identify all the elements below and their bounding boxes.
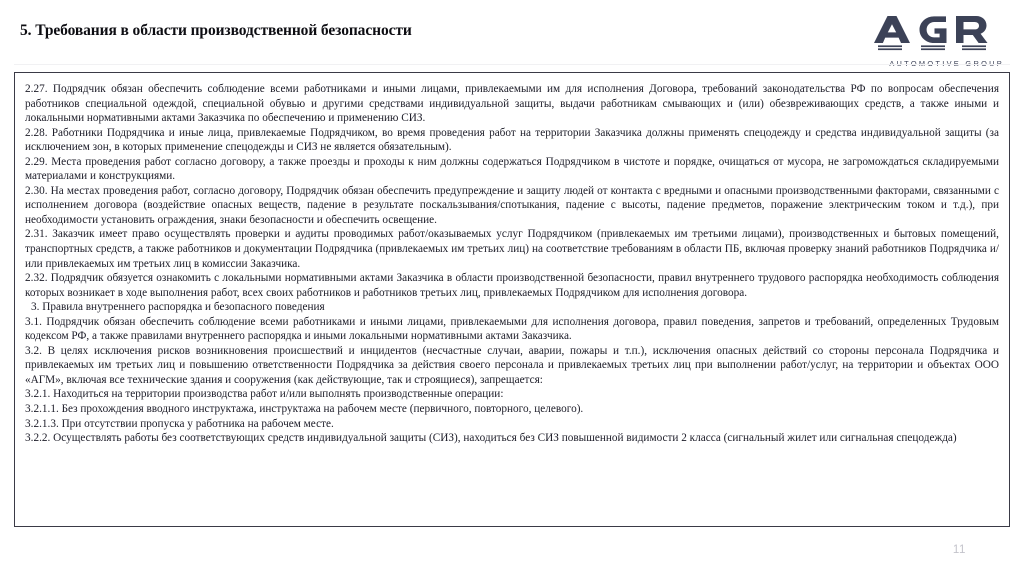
page-title: 5. Требования в области производственной безопасности (20, 22, 412, 39)
paragraph-3.2.2: 3.2.2. Осуществлять работы без соответствующих средств индивидуальной защиты (СИЗ), находиться без СИЗ повышенной видимости 2 класса (сигнальный жилет или сигнальная спецодежда) (25, 432, 957, 445)
agr-logo-mark (856, 14, 1006, 56)
paragraph-3.2.1.1: 3.2.1.1. Без прохождения вводного инструктажа, инструктажа на рабочем месте (первичного, повторного, целевого). (25, 403, 584, 416)
header-divider (14, 64, 1010, 65)
slide-header (0, 0, 1024, 66)
paragraph-3.2: 3.2. В целях исключения рисков возникновения происшествий и инцидентов (несчастные случаи, аварии, пожары и т.п.), исключения опасных действий со стороны персонала Подрядчика и привлекаемых им третьих лиц и повышению ответственности Подрядчика за действия своего персонала и привлекаемых третьих лиц при выполнении работ/услуг, на территории и объектах ООО «АГМ», включая все технические здания и сооружения (как действующие, так и строящиеся), запрещается: (25, 344, 999, 386)
paragraph-2.28: 2.28. Работники Подрядчика и иные лица, привлекаемые Подрядчиком, во время проведения работ на территории Заказчика должны применять спецодежду и средства индивидуальной защиты (за исключением зон, в которых применение спецодежды и СИЗ не является обязательным). (25, 126, 999, 154)
paragraph-2.29: 2.29. Места проведения работ согласно договору, а также проезды и проходы к ним должны содержаться Подрядчиком в чистоте и порядке, очищаться от мусора, не загромождаться складируемыми материалами и конструкциями. (25, 155, 999, 183)
page-number: 11 (952, 544, 966, 556)
paragraph-2.30: 2.30. На местах проведения работ, согласно договору, Подрядчик обязан обеспечить предупреждение и защиту людей от контакта с вредными и опасными производственными факторами, связанными с исполнением договора (воздействие опасных веществ, падение в результате поскальзывания/спотыкания, падение с высоты, падение предметов, поражение электрическим током и т.д.), при необходимости установить ограждения, знаки безопасности и обеспечить освещение. (25, 184, 999, 226)
paragraph-2.27: 2.27. Подрядчик обязан обеспечить соблюдение всеми работниками и иными лицами, привлекаемыми им для исполнения Договора, требований законодательства РФ по вопросам обеспечения работников специальной одеждой, специальной обувью и другими средствами индивидуальной защиты, выдачи работникам смывающих и (или) обезвреживающих средств, а также иными и локальными нормативными актами Заказчика по обеспечению и применению СИЗ. (25, 83, 999, 125)
content-frame (14, 72, 1010, 527)
paragraph-3.2.1.3: 3.2.1.3. При отсутствии пропуска у работника на рабочем месте. (25, 417, 334, 430)
paragraph-3.1: 3.1. Подрядчик обязан обеспечить соблюдение всеми работниками и иными лицами, привлекаемыми для исполнения договора, правил поведения, запретов и требований, определенных Трудовым кодексом РФ, а также правилами внутреннего распорядка и иными локальными нормативными актами Заказчика. (25, 315, 999, 343)
paragraph-2.32: 2.32. Подрядчик обязуется ознакомить с локальными нормативными актами Заказчика в области производственной безопасности, правил внутреннего трудового распорядка необходимость соблюдения которых возникает в ходе выполнения работ, всех своих работников и работников третьих лиц, привлекаемых Подрядчиком для исполнения договора. (25, 272, 999, 299)
paragraph-2.31: 2.31. Заказчик имеет право осуществлять проверки и аудиты проводимых работ/оказываемых услуг Подрядчиком (привлекаемых им третьими лицами), производственных и бытовых помещений, транспортных средств, а также работников и документации Подрядчика (привлекаемых им третьих лиц) на соответствие требованиям в области ПБ, включая проверку знаний работников Подрядчика и/или привлекаемых им третьих лиц в комиссии Заказчика. (25, 228, 999, 270)
paragraph-3.2.1: 3.2.1. Находиться на территории производства работ и/или выполнять производственные операции: (25, 388, 504, 401)
agr-logo (856, 14, 1006, 68)
requirements-text-body (25, 82, 999, 446)
paragraph-3: 3. Правила внутреннего распорядка и безопасного поведения (31, 301, 325, 314)
